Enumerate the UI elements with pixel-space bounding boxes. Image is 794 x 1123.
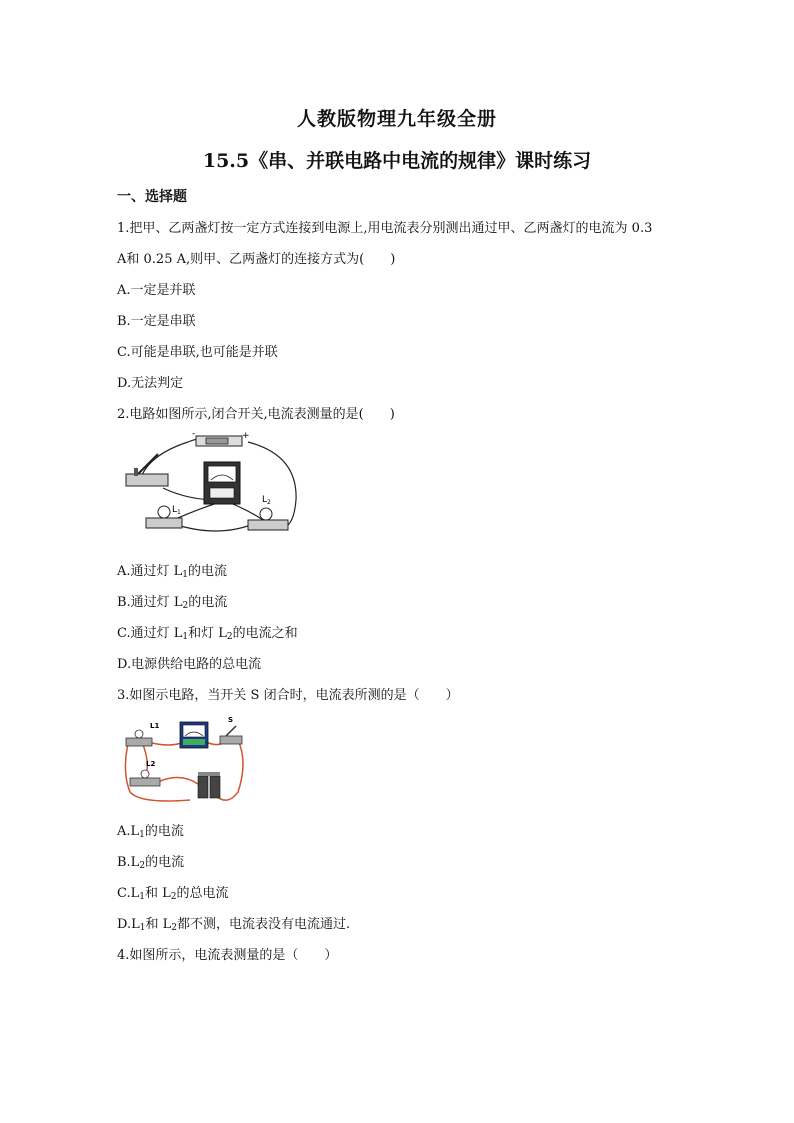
q3-ammeter <box>180 722 208 748</box>
q3-option-a-text: A.L <box>117 824 140 839</box>
q2-option-a <box>117 560 227 580</box>
q3-switch <box>220 716 242 744</box>
q2-ammeter <box>204 462 240 504</box>
q2-option-b <box>117 591 227 611</box>
q2-switch <box>126 454 168 486</box>
q2-l1-label-sub: 1 <box>177 509 181 516</box>
q2-option-c-text: C.通过灯 L <box>117 626 183 641</box>
q3-option-c-post: 的总电流 <box>176 886 229 901</box>
q3-battery <box>198 772 220 798</box>
q3-option-c-text: C.L <box>117 886 140 901</box>
q2-option-c-sub: 1 <box>182 632 189 642</box>
q2-l2-label-sub: 2 <box>267 499 271 506</box>
q1-option-b: B.一定是串联 <box>117 314 196 329</box>
q3-option-a <box>117 820 184 840</box>
section-heading: 一、选择题 <box>117 189 187 205</box>
q3-wire-l2-battery <box>158 777 198 784</box>
q2-option-c-post: 的电流之和 <box>232 626 298 641</box>
q3-option-b-post: 的电流 <box>145 855 185 870</box>
q2-minus-label: - <box>192 430 196 439</box>
q2-option-a-text: A.通过灯 L <box>117 564 183 579</box>
q2-l1-label: L <box>172 505 178 515</box>
q1-stem-line1: 1.把甲、乙两盏灯按一定方式连接到电源上,用电流表分别测出通过甲、乙两盏灯的电流为 0.3 <box>117 221 653 236</box>
q3-option-a-sub: 1 <box>139 830 145 840</box>
q3-stem: 3.如图示电路，当开关 S 闭合时，电流表所测的是（ ） <box>117 688 459 703</box>
q4-stem: 4.如图所示，电流表测量的是（ ） <box>117 948 338 963</box>
q2-option-d: D.电源供给电路的总电流 <box>117 657 262 672</box>
q3-wire-l1-meter <box>148 742 184 745</box>
q3-option-d-text: D.L <box>117 917 140 932</box>
document-subtitle: 15.5《串、并联电路中电流的规律》课时练习 <box>202 150 592 172</box>
q3-option-d-sub: 1 <box>139 923 146 933</box>
q1-stem-line2: A和 0.25 A,则甲、乙两盏灯的连接方式为( ) <box>117 252 396 267</box>
q3-option-b-sub: 2 <box>139 861 146 871</box>
q2-option-a-post: 的电流 <box>188 564 228 579</box>
q3-wire-l1-l2 <box>142 742 147 774</box>
q2-option-c-mid: 和灯 L <box>188 626 227 641</box>
q3-option-c-mid: 和 L <box>144 886 171 901</box>
q3-wire-left <box>125 744 190 801</box>
q3-option-a-post: 的电流 <box>144 824 184 839</box>
q2-option-b-post: 的电流 <box>188 595 228 610</box>
q1-option-c: C.可能是串联,也可能是并联 <box>117 345 278 360</box>
q3-l2-label: L2 <box>146 760 156 768</box>
q2-battery <box>192 430 250 446</box>
q2-option-b-sub: 2 <box>182 601 189 611</box>
q3-s-label: S <box>228 716 234 724</box>
q3-l1-label: L1 <box>150 722 160 730</box>
q2-circuit-figure <box>118 430 300 542</box>
q2-option-c <box>117 622 298 642</box>
q3-option-d-sub2: 2 <box>171 923 177 933</box>
q3-option-d-mid: 和 L <box>145 917 172 932</box>
document-title: 人教版物理九年级全册 <box>296 108 497 130</box>
svg-text:L2 <box>262 495 271 506</box>
q1-option-d: D.无法判定 <box>117 376 184 391</box>
q2-plus-label: + <box>242 431 250 441</box>
q3-circuit-figure <box>120 712 248 808</box>
q1-option-a: A.一定是并联 <box>117 283 196 298</box>
svg-text:L1 <box>172 505 181 516</box>
q2-option-c-sub2: 2 <box>226 632 233 642</box>
q2-wire-meter-l2 <box>228 502 263 520</box>
q3-option-d <box>117 913 350 933</box>
q3-option-b-text: B.L <box>117 855 140 870</box>
q2-option-a-sub: 1 <box>182 570 189 580</box>
q3-lamp-l1 <box>126 722 159 746</box>
q2-l2-label: L <box>262 495 268 505</box>
q3-option-c-sub: 1 <box>139 892 145 902</box>
q2-stem: 2.电路如图所示,闭合开关,电流表测量的是( ) <box>117 407 395 422</box>
q3-lamp-l2 <box>130 760 160 786</box>
q3-option-c-sub2: 2 <box>170 892 177 902</box>
q3-option-d-post: 都不测，电流表没有电流通过. <box>176 917 351 932</box>
q2-lamp-l1 <box>146 505 182 528</box>
q2-lamp-l2 <box>248 495 288 530</box>
q3-option-c <box>117 882 229 902</box>
q3-option-b <box>117 851 184 871</box>
q2-option-b-text: B.通过灯 L <box>117 595 183 610</box>
